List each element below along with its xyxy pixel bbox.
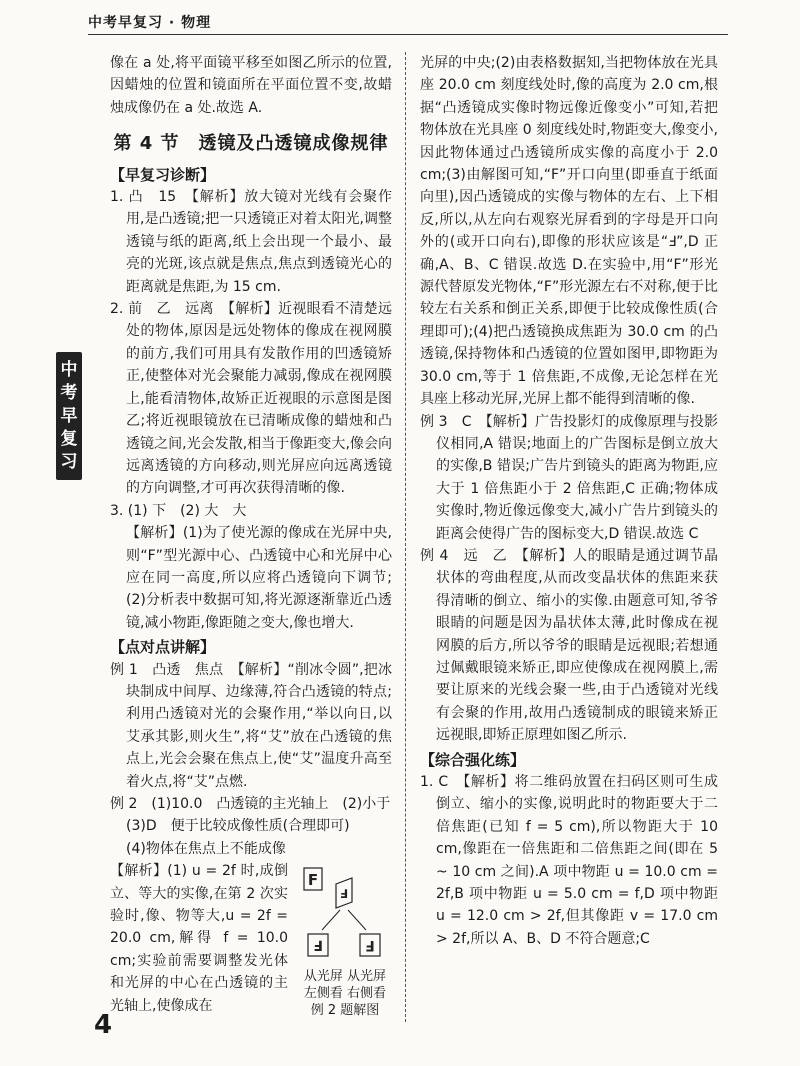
header-rule: [88, 34, 728, 35]
view-line-right: [348, 910, 366, 930]
example-2-answer-line: (4)物体在焦点上不能成像: [126, 840, 286, 857]
example-2-answer-line: (3)D 便于比较成像性质(合理即可): [126, 818, 350, 835]
point-heading: 【点对点讲解】: [110, 638, 216, 657]
side-tab-char: 早: [60, 405, 78, 426]
example-2-answer: 例 2 (1)10.0 凸透镜的主光轴上 (2)小于: [110, 796, 391, 812]
section-title: 第 4 节 透镜及凸透镜成像规律: [113, 133, 389, 155]
example-2-figure: [296, 864, 394, 1026]
figure-caption-line: 例 2 题解图: [310, 1003, 380, 1019]
left-view-letter: Ⅎ: [313, 939, 323, 956]
side-tab-char: 复: [60, 429, 78, 450]
left-column: [110, 52, 392, 1030]
right-column: [420, 52, 718, 950]
diagnosis-heading: 【早复习诊断】: [110, 165, 216, 184]
screen-letter: Ⅎ: [339, 887, 349, 902]
letter-f-diagram: [300, 864, 390, 968]
example-3: 例 3 C 【解析】广告投影灯的成像原理与投影仪相同,A 错误;地面上的广告图标是倒立放大的实像,B 错误;广告片到镜头的距离为物距,应大于 1 倍焦距小于 2 倍焦距,C 正确;物体成实像时,物近像远像变大,减小广告片到镜头的距离会使得广告的图标变大,D 错误.故选 C: [420, 413, 718, 542]
answer-3-explanation: 【解析】(1)为了使光源的像成在光屏中央,则“F”型光源中心、凸透镜中心和光屏中心应在同一高度,所以应将凸透镜向下调节;(2)分析表中数据可知,将光源逐渐靠近凸透镜,减小物距,像距随之变大,像也增大.: [126, 525, 392, 631]
view-line-left: [322, 910, 340, 930]
figure-caption-line: 从光屏 从光屏: [303, 969, 387, 985]
example-2-continued: 光屏的中央;(2)由表格数据知,当把物体放在光具座 20.0 cm 刻度线处时,像的高度为 2.0 cm,根据“凸透镜成实像时物远像近像变小”可知,若把物体放在光具座 0 刻度线处时,物距变大,像变小,因此物体通过凸透镜所成实像的高度小于 2.0 cm;(3)由解图可知,“F”开口向里(即垂直于纸面向里),因凸透镜成的实像与物体的左右、上下相反,所以,从左向右观察光屏看到的字母是开口向外的(或开口向右),即像的形状应该是“Ⅎ”,D 正确,A、B、C 错误.故选 D.在实验中,用“F”形光源代替原发光物体,“F”形光源左右不对称,便于比较左右关系和倒正关系,即便于比较成像性质(合理即可);(4)把凸透镜换成焦距为 30.0 cm 的凸透镜,保持物体和凸透镜的位置如图甲,即物距为 30.0 cm,等于 1 倍焦距,不成像,无论怎样在光具座上移动光屏,光屏上都不能得到清晰的像.: [420, 55, 718, 408]
answer-2: 2. 前 乙 远离 【解析】近视眼看不清楚远处的物体,原因是远处物体的像成在视网膜的前方,我们可用具有发散作用的凹透镜矫正,使整体对光会聚能力减弱,像成在视网膜上,能看清物体,故矫正近视眼的示意图是图乙;将近视眼镜放在已清晰成像的蜡烛和凸透镜之间,光会发散,相当于像距变大,像会向远离透镜的方向移动,则光屏应向远离透镜的方向调整,才可再次获得清晰的像.: [110, 301, 392, 497]
column-divider: [405, 52, 406, 1022]
example-2-explanation-block: [110, 860, 392, 1030]
running-header: 中考早复习 · 物理: [88, 15, 212, 31]
side-tab-char: 中: [60, 359, 78, 380]
comprehensive-heading: 【综合强化练】: [420, 750, 526, 769]
figure-caption-line: 左侧看 右侧看: [303, 986, 387, 1002]
answer-1: 1. 凸 15 【解析】放大镜对光线有会聚作用,是凸透镜;把一只透镜正对着太阳光,调整透镜与纸的距离,纸上会出现一个最小、最亮的光斑,该点就是焦点,焦点到透镜光心的距离就是焦距,为 15 cm.: [110, 189, 392, 295]
side-tab-char: 考: [60, 382, 78, 403]
side-tab-char: 习: [60, 452, 78, 473]
example-1: 例 1 凸透 焦点 【解析】“削冰令圆”,把冰块制成中间厚、边缘薄,符合凸透镜的特点;利用凸透镜对光的会聚作用,“举以向日,以艾承其影,则火生”,将“艾”放在凸透镜的焦点上,光会会聚在焦点上,使“艾”温度升高至着火点,将“艾”点燃.: [110, 661, 392, 790]
page-number: 4: [94, 1010, 113, 1040]
right-view-letter: F: [365, 937, 375, 954]
example-4: 例 4 远 乙 【解析】人的眼睛是通过调节晶状体的弯曲程度,从而改变晶状体的焦距来获得清晰的倒立、缩小的实像.由题意可知,爷爷眼睛的问题是因为晶状体太薄,此时像成在视网膜的后方,所以爷爷的眼睛是远视眼;若想通过佩戴眼镜来矫正,即应使像成在视网膜上,需要让原来的光线会聚一些,由于凸透镜对光线有会聚的作用,故用凸透镜制成的眼镜来矫正远视眼,即矫正原理如图乙所示.: [420, 547, 718, 744]
intro-paragraph: 像在 a 处,将平面镜平移至如图乙所示的位置,因蜡烛的位置和镜面所在平面位置不变,故蜡烛成像仍在 a 处.故选 A.: [110, 55, 392, 116]
comprehensive-1: 1. C 【解析】将二维码放置在扫码区则可生成倒立、缩小的实像,说明此时的物距要大于二倍焦距(已知 f = 5 cm),所以物距大于 10 cm,像距在一倍焦距和二倍焦距之间(即在 5 ~ 10 cm 之间).A 项中物距 u = 10.0 cm = 2f,B 项中物距 u = 5.0 cm = f,D 项中物距 u = 12.0 cm > 2f,但其像距 v = 17.0 cm > 2f,所以 A、B、D 不符合题意;C: [420, 774, 718, 947]
side-tab: [56, 352, 82, 480]
example-2-explanation: 【解析】(1) u = 2f 时,成倒立、等大的实像,在第 2 次实验时,像、物等大,u = 2f = 20.0 cm,解得 f = 10.0 cm;实验前需要调整发光体和光屏的中心在凸透镜的主光轴上,使像成在: [110, 863, 288, 1014]
object-letter: F: [307, 871, 319, 890]
answer-3: 3. (1) 下 (2) 大 大: [110, 502, 247, 519]
